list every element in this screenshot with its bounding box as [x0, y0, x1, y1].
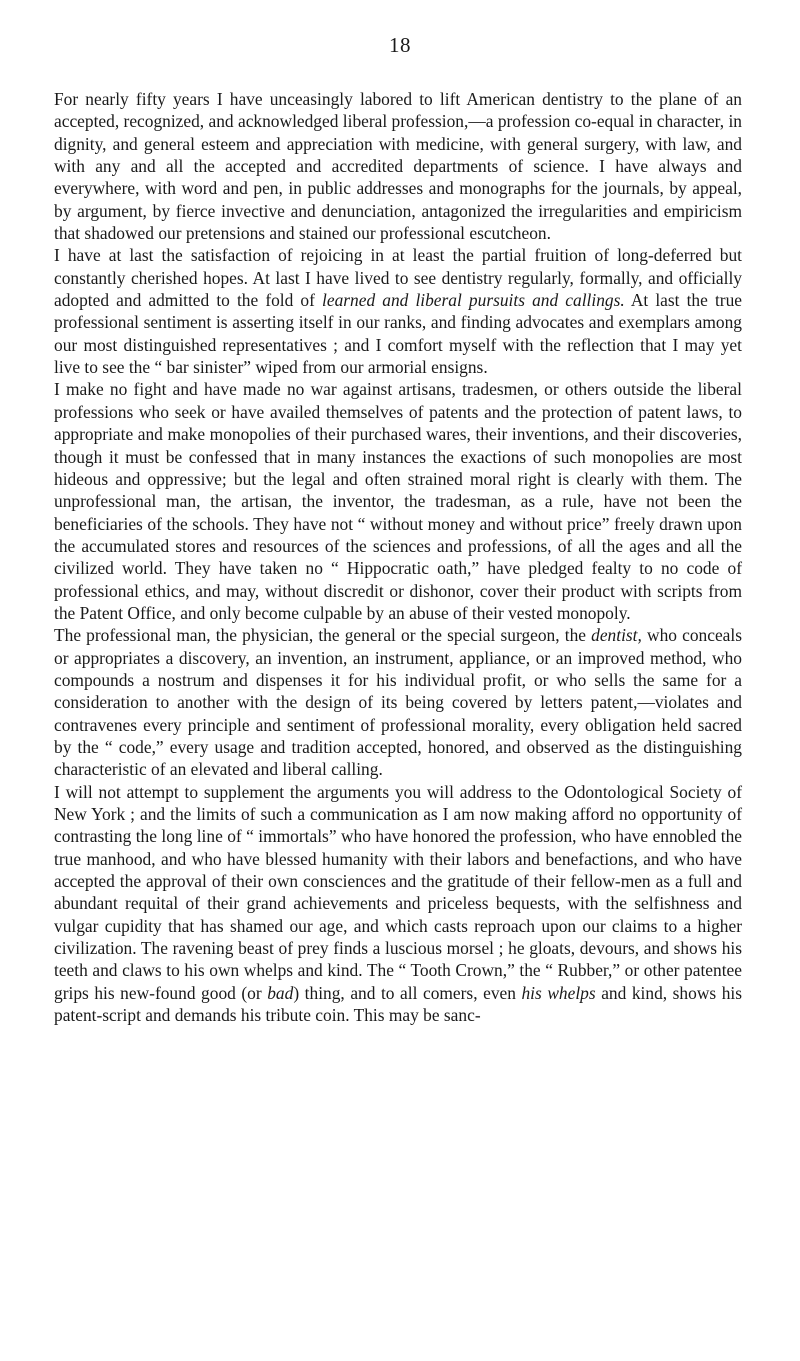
italic-phrase: dentist,	[591, 625, 642, 646]
paragraph-1	[54, 88, 742, 244]
paragraph-text: I make no fight and have made no war against artisans, tradesmen, or others outside the liberal professions who seek or have availed themselves of patents and the protection of patent laws, to appropriate and make monopolies of their purchased wares, their inventions, and their discoveries, though it must be confessed that in many instances the exactions of such monopolies are most hideous and oppressive; but the legal and often strained moral right is clearly with them. The unprofessional man, the artisan, the inventor, the tradesman, as a rule, have not been the beneficiaries of the schools. They have not “ without money and without price” freely drawn upon the accumulated stores and resources of the sciences and professions, of all the ages and all the civilized world. They have taken no “ Hippocratic oath,” have pledged fealty to no code of professional ethics, and may, without discredit or dishonor, cover their product with scripts from the Patent Office, and only become culpable by an abuse of their vested monopoly.	[54, 379, 742, 623]
paragraph-4	[54, 624, 742, 780]
paragraph-text: At last the true professional sentiment is asserting itself in our ranks, and finding advocates and exemplars among our most distinguished representatives ; and I comfort myself with the reflection that I may yet live to see the “ bar sinister” wiped from our armorial ensigns.	[54, 290, 742, 378]
paragraph-text: I have at last the satisfaction of rejoicing in at least the partial fruition of long-deferred but constantly cherished hopes. At last I have lived to see dentistry regularly, formally, and officially adopted and admitted to the fold of	[54, 245, 742, 311]
page-number: 18	[389, 33, 411, 57]
paragraph-5	[54, 781, 742, 1027]
paragraph-text: The professional man, the physician, the general or the special surgeon, the	[54, 625, 592, 646]
italic-phrase: bad	[267, 982, 294, 1003]
italic-phrase: learned and liberal pursuits and callings.	[322, 290, 625, 311]
italic-phrase: his whelps	[521, 982, 596, 1003]
paragraph-text: ) thing, and to all comers, even	[293, 982, 522, 1003]
paragraph-text: and kind, shows his patent-script and demands his tribute coin. This may be sanc-	[54, 982, 742, 1026]
paragraph-text: I will not attempt to supplement the arguments you will address to the Odontological Society of New York ; and the limits of such a communication as I am now making afford no opportunity of contrasting the long line of “ immortals” who have honored the profession, who have ennobled the true manhood, and who have blessed humanity with their labors and benefactions, and who have accepted the approval of their own consciences and the gratitude of their fellow-men as a full and abundant requital of their grand achievements and priceless bequests, with the selfishness and vulgar cupidity that has shamed our age, and which casts reproach upon our claims to a higher civilization. The ravening beast of prey finds a luscious morsel ; he gloats, devours, and shows his teeth and claws to his own whelps and kind. The “ Tooth Crown,” the “ Rubber,” or other patentee grips his new-found good (or	[54, 781, 742, 1003]
paragraph-3	[54, 378, 742, 624]
paragraph-text: For nearly fifty years I have unceasingly labored to lift American dentistry to the plane of an accepted, recognized, and acknowledged liberal profession,—a profession co-equal in character, in dignity, and general esteem and appreciation with medicine, with general surgery, with law, and with any and all the accepted and accredited departments of science. I have always and everywhere, with word and pen, in public addresses and monographs for the journals, by appeal, by argument, by fierce invective and denunciation, antagonized the irregularities and empiricism that shadowed our pretensions and stained our professional escutcheon.	[54, 89, 742, 244]
paragraph-2	[54, 244, 742, 378]
body-text	[54, 88, 742, 1026]
paragraph-text: who conceals or appropriates a discovery, an invention, an instrument, appliance, or an improved method, who compounds a nostrum and dispenses it for his individual profit, or who sells the same for a consideration to another with the design of its being covered by letters patent,—violates and contravenes every principle and sentiment of professional morality, every obligation held sacred by the “ code,” every usage and tradition accepted, honored, and observed as the distinguishing characteristic of an elevated and liberal calling.	[54, 625, 742, 780]
